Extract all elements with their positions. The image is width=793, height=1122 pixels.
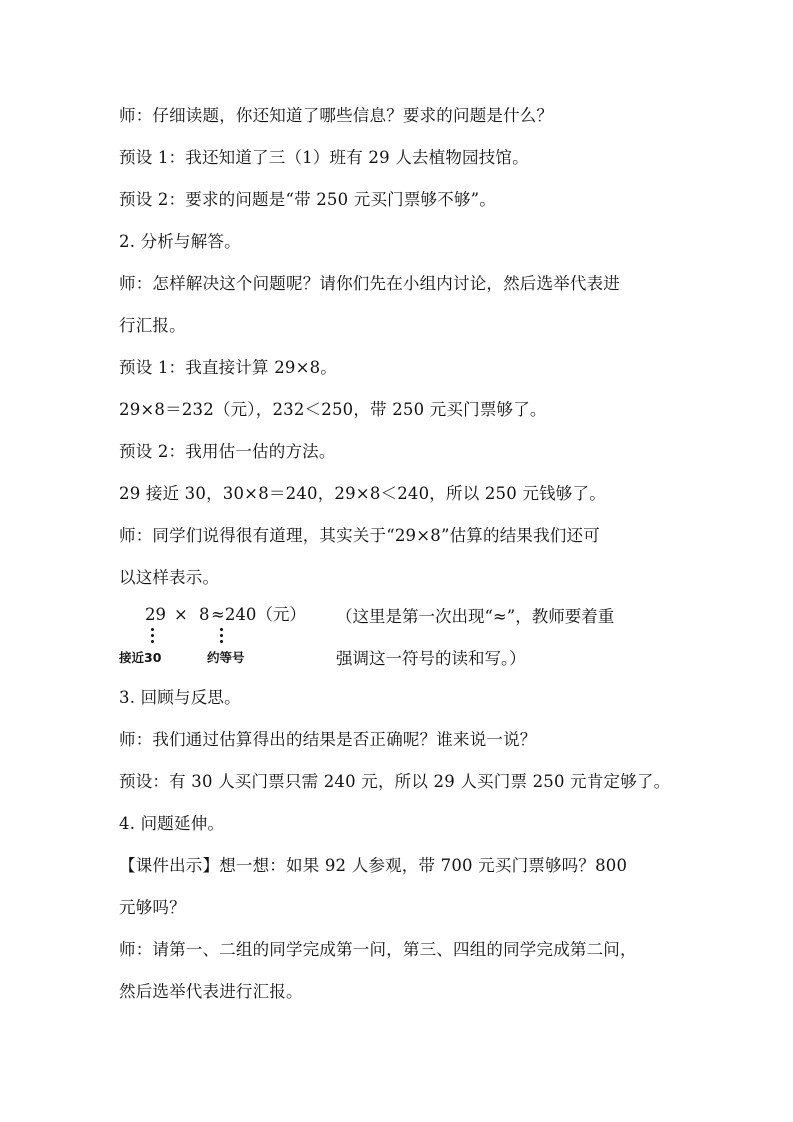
estimation-number-8: 8 (199, 605, 210, 624)
text-line: 师：我们通过估算得出的结果是否正确呢？谁来说一说？ (119, 730, 537, 749)
text-line: 行汇报。 (119, 316, 186, 335)
text-line: 29 接近 30，30×8＝240，29×8＜240，所以 250 元钱够了。 (119, 484, 606, 503)
section-heading: 3. 回顾与反思。 (119, 688, 241, 707)
dotted-pointer-near (150, 628, 156, 646)
text-line: 师：请第一、二组的同学完成第一问，第三、四组的同学完成第二问， (119, 940, 637, 959)
label-approx-sign: 约等号 (207, 650, 245, 665)
estimation-diagram (0, 600, 793, 670)
estimation-times-sign: × (174, 605, 188, 624)
text-line: 师：怎样解决这个问题呢？请你们先在小组内讨论，然后选举代表进 (119, 274, 620, 293)
section-heading: 2. 分析与解答。 (119, 232, 241, 251)
text-line: 预设 1：我直接计算 29×8。 (119, 358, 338, 377)
text-line: 预设 2：要求的问题是“带 250 元买门票够不够”。 (119, 190, 496, 209)
section-heading: 4. 问题延伸。 (119, 814, 225, 833)
text-line: 以这样表示。 (119, 568, 220, 587)
text-line: 预设 1：我还知道了三（1）班有 29 人去植物园技馆。 (119, 148, 529, 167)
text-line: 【课件出示】想一想：如果 92 人参观，带 700 元买门票够吗？800 (119, 856, 628, 875)
text-line: 然后选举代表进行汇报。 (119, 982, 303, 1001)
dotted-pointer-approx (219, 628, 225, 646)
estimation-result: ≈240（元） (211, 605, 306, 624)
teacher-note-line-1: （这里是第一次出现“≈”，教师要着重 (336, 607, 615, 626)
estimation-number-29: 29 (145, 605, 166, 624)
teacher-note-line-2: 强调这一符号的读和写。） (336, 649, 526, 668)
label-near-30: 接近30 (119, 650, 162, 665)
text-line: 预设：有 30 人买门票只需 240 元，所以 29 人买门票 250 元肯定够了。 (119, 772, 671, 791)
text-line: 元够吗？ (119, 898, 186, 917)
text-line: 师：仔细读题，你还知道了哪些信息？要求的问题是什么？ (119, 106, 554, 125)
text-line: 师：同学们说得很有道理，其实关于“29×8”估算的结果我们还可 (119, 526, 600, 545)
text-line: 29×8＝232（元），232＜250，带 250 元买门票够了。 (119, 400, 547, 419)
text-line: 预设 2：我用估一估的方法。 (119, 442, 336, 461)
